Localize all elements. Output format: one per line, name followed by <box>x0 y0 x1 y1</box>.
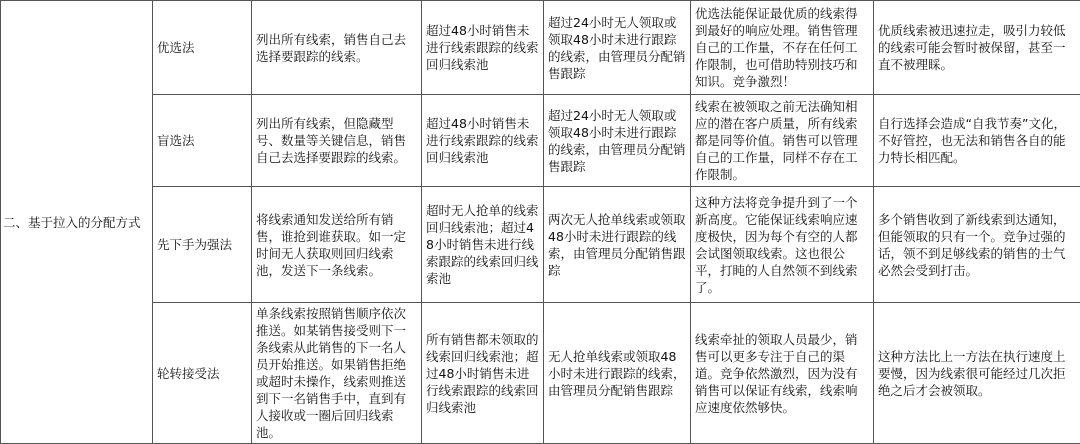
admin-assign-rule: 超过24小时无人领取或领取48小时未进行跟踪的线索，由管理员分配销售跟踪 <box>544 95 691 187</box>
admin-assign-rule: 超过24小时无人领取或领取48小时未进行跟踪的线索，由管理员分配销售跟踪 <box>544 1 691 95</box>
admin-assign-rule: 两次无人抢单线索或领取48小时未进行跟踪的线索，由管理员分配销售跟踪 <box>544 187 691 303</box>
recycle-rule: 超过48小时销售未进行线索跟踪的线索回归线索池 <box>422 95 544 187</box>
advantages: 优选法能保证最优质的线索得到最好的响应处理。销售管理自己的工作量，不存在任何工作限制，也可借助特别技巧和知识。竞争激烈！ <box>691 1 874 95</box>
recycle-rule: 超过48小时销售未进行线索跟踪的线索回归线索池 <box>422 1 544 95</box>
recycle-rule: 所有销售都未领取的线索回归线索池；超过48小时销售未进行线索跟踪的线索回归线索池 <box>422 303 544 444</box>
assignment-rule: 单条线索按照销售顺序依次推送。如某销售接受则下一条线索从此销售的下一名人员开始推送。如果销售拒绝或超时未操作，线索则推送到下一名销售手中，直到有人接收或一圈后回归线索池。 <box>252 303 422 444</box>
method-name: 盲选法 <box>153 95 252 187</box>
assignment-rule: 列出所有线索，但隐藏型号、数量等关键信息，销售自己去选择要跟踪的线索。 <box>252 95 422 187</box>
table-row <box>1 95 1080 187</box>
category-label: 二、基于拉入的分配方式 <box>1 1 153 444</box>
advantages: 线索在被领取之前无法确知相应的潜在客户质量，所有线索都是同等价值。销售可以管理自己的工作量，同样不存在工作限制。 <box>691 95 874 187</box>
method-name: 先下手为强法 <box>153 187 252 303</box>
table-row <box>1 187 1080 303</box>
assignment-rule: 列出所有线索，销售自己去选择要跟踪的线索。 <box>252 1 422 95</box>
method-name: 轮转接受法 <box>153 303 252 444</box>
assignment-rule: 将线索通知发送给所有销售，谁抢到谁获取。如一定时间无人获取则回归线索池，发送下一条线索。 <box>252 187 422 303</box>
disadvantages: 这种方法比上一方法在执行速度上要慢，因为线索很可能经过几次拒绝之后才会被领取。 <box>874 303 1080 444</box>
advantages: 线索牵扯的领取人员最少，销售可以更多专注于自己的渠道。竞争依然激烈，因为没有销售可以保证有线索，线索响应速度依然够快。 <box>691 303 874 444</box>
disadvantages: 自行选择会造成“自我节奏”文化，不好管控，也无法和销售各自的能力特长相匹配。 <box>874 95 1080 187</box>
table-row <box>1 303 1080 444</box>
advantages: 这种方法将竞争提升到了一个新高度。它能保证线索响应速度极快，因为每个有空的人都会试图领取线索。这也很公平，打盹的人自然领不到线索了。 <box>691 187 874 303</box>
disadvantages: 多个销售收到了新线索到达通知，但能领取的只有一个。竞争过强的话，领不到足够线索的销售的士气必然会受到打击。 <box>874 187 1080 303</box>
recycle-rule: 超时无人抢单的线索回归线索池；超过48小时销售未进行线索跟踪的线索回归线索池 <box>422 187 544 303</box>
disadvantages: 优质线索被迅速拉走，吸引力较低的线索可能会暂时被保留，甚至一直不被理睬。 <box>874 1 1080 95</box>
admin-assign-rule: 无人抢单线索或领取48小时未进行跟踪的线索，由管理员分配销售跟踪 <box>544 303 691 444</box>
method-name: 优选法 <box>153 1 252 95</box>
table-row <box>1 1 1080 95</box>
